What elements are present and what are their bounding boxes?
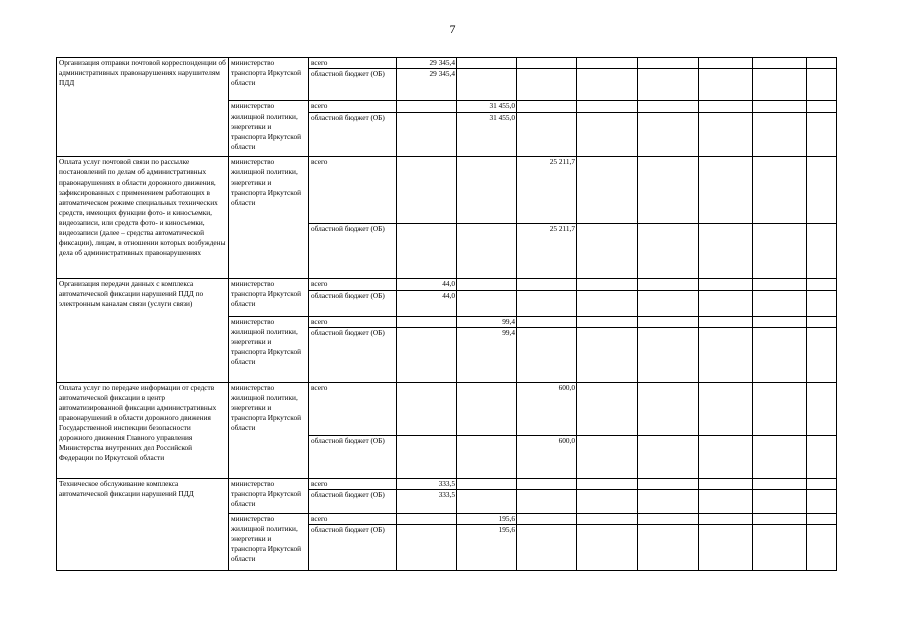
amount-cell [807, 69, 837, 101]
funding-source-cell: всего [309, 382, 397, 436]
funding-source-cell: всего [309, 478, 397, 489]
amount-cell [577, 157, 638, 224]
amount-cell [699, 513, 753, 524]
amount-cell [807, 525, 837, 571]
amount-cell [397, 157, 457, 224]
amount-cell [753, 290, 807, 316]
executor-cell: министерство транспорта Иркутской области [229, 58, 309, 101]
amount-cell [699, 382, 753, 436]
amount-cell [517, 69, 577, 101]
amount-cell [699, 478, 753, 489]
amount-cell: 44,0 [397, 290, 457, 316]
amount-cell [699, 157, 753, 224]
amount-cell [753, 478, 807, 489]
amount-cell [753, 112, 807, 156]
funding-source-cell: областной бюджет (ОБ) [309, 525, 397, 571]
amount-cell [753, 157, 807, 224]
amount-cell [577, 382, 638, 436]
budget-table [56, 57, 837, 571]
amount-cell [699, 101, 753, 112]
amount-cell [577, 490, 638, 514]
amount-cell [397, 513, 457, 524]
activity-cell: Оплата услуг почтовой связи по рассылке постановлений по делам об административных правонарушениях в области дорожного движения, зафиксированных с применением работающих в автоматическом режиме специальных технических средств, имеющих функции фото- и киносъемки, видеозаписи, или средств фото- и киносъемки, видеозаписи (далее – средства автоматической фиксации), лицам, в отношении которых возбуждены дела об административных правонарушениях [57, 157, 229, 279]
amount-cell [517, 513, 577, 524]
activity-cell: Техническое обслуживание комплекса автоматической фиксации нарушений ПДД [57, 478, 229, 570]
amount-cell [807, 101, 837, 112]
amount-cell [753, 101, 807, 112]
amount-cell: 195,6 [457, 513, 517, 524]
amount-cell [517, 478, 577, 489]
amount-cell [753, 490, 807, 514]
amount-cell [577, 58, 638, 69]
funding-source-cell: всего [309, 157, 397, 224]
amount-cell [577, 290, 638, 316]
amount-cell [517, 58, 577, 69]
activity-cell: Организация передачи данных с комплекса автоматической фиксации нарушений ПДД по электронным каналам связи (услуги связи) [57, 279, 229, 382]
amount-cell [397, 101, 457, 112]
table-row [57, 58, 837, 69]
amount-cell [397, 112, 457, 156]
table-row [57, 279, 837, 290]
executor-cell: министерство жилищной политики, энергетики и транспорта Иркутской области [229, 513, 309, 570]
amount-cell [517, 101, 577, 112]
amount-cell [807, 58, 837, 69]
amount-cell [517, 490, 577, 514]
executor-cell: министерство жилищной политики, энергетики и транспорта Иркутской области [229, 101, 309, 157]
amount-cell [397, 224, 457, 279]
amount-cell [638, 279, 699, 290]
amount-cell [517, 316, 577, 327]
funding-source-cell: всего [309, 58, 397, 69]
amount-cell [517, 112, 577, 156]
amount-cell [638, 101, 699, 112]
amount-cell: 333,5 [397, 490, 457, 514]
amount-cell [638, 478, 699, 489]
amount-cell [577, 436, 638, 478]
amount-cell [699, 290, 753, 316]
amount-cell [517, 290, 577, 316]
amount-cell: 333,5 [397, 478, 457, 489]
amount-cell [638, 513, 699, 524]
amount-cell [638, 157, 699, 224]
amount-cell [807, 382, 837, 436]
funding-source-cell: областной бюджет (ОБ) [309, 290, 397, 316]
funding-source-cell: всего [309, 513, 397, 524]
amount-cell [753, 316, 807, 327]
amount-cell [457, 478, 517, 489]
amount-cell [457, 490, 517, 514]
funding-source-cell: областной бюджет (ОБ) [309, 112, 397, 156]
executor-cell: министерство жилищной политики, энергетики и транспорта Иркутской области [229, 382, 309, 478]
amount-cell [638, 58, 699, 69]
amount-cell [753, 382, 807, 436]
funding-source-cell: областной бюджет (ОБ) [309, 69, 397, 101]
amount-cell [577, 69, 638, 101]
amount-cell [699, 525, 753, 571]
amount-cell [753, 279, 807, 290]
executor-cell: министерство жилищной политики, энергетики и транспорта Иркутской области [229, 316, 309, 382]
amount-cell: 600,0 [517, 382, 577, 436]
table-row [57, 478, 837, 489]
amount-cell: 44,0 [397, 279, 457, 290]
executor-cell: министерство транспорта Иркутской области [229, 279, 309, 316]
amount-cell [397, 525, 457, 571]
amount-cell [699, 490, 753, 514]
amount-cell [807, 327, 837, 382]
amount-cell [457, 382, 517, 436]
amount-cell [517, 327, 577, 382]
amount-cell [397, 316, 457, 327]
amount-cell [397, 382, 457, 436]
amount-cell [638, 290, 699, 316]
amount-cell [577, 101, 638, 112]
amount-cell [397, 327, 457, 382]
amount-cell [807, 279, 837, 290]
executor-cell: министерство жилищной политики, энергетики и транспорта Иркутской области [229, 157, 309, 279]
amount-cell [577, 513, 638, 524]
amount-cell [807, 224, 837, 279]
funding-source-cell: областной бюджет (ОБ) [309, 490, 397, 514]
amount-cell [638, 69, 699, 101]
amount-cell: 31 455,0 [457, 101, 517, 112]
amount-cell [638, 224, 699, 279]
amount-cell [577, 224, 638, 279]
amount-cell [457, 290, 517, 316]
amount-cell [577, 112, 638, 156]
amount-cell [753, 58, 807, 69]
activity-cell: Оплата услуг по передаче информации от средств автоматической фиксации в центр автоматизированной фиксации административных правонарушений в области дорожного движения Государственной инспекции безопасности дорожного движения Главного управления Министерства внутренних дел Российской Федерации по Иркутской области [57, 382, 229, 478]
amount-cell [638, 327, 699, 382]
amount-cell [753, 513, 807, 524]
table-row [57, 382, 837, 436]
amount-cell [699, 316, 753, 327]
amount-cell [577, 279, 638, 290]
amount-cell: 25 211,7 [517, 157, 577, 224]
amount-cell [753, 436, 807, 478]
amount-cell: 600,0 [517, 436, 577, 478]
activity-cell: Организация отправки почтовой корреспонденции об административных правонарушениях нарушителям ПДД [57, 58, 229, 157]
amount-cell [638, 382, 699, 436]
amount-cell [807, 316, 837, 327]
executor-cell: министерство транспорта Иркутской области [229, 478, 309, 513]
amount-cell: 31 455,0 [457, 112, 517, 156]
amount-cell [457, 279, 517, 290]
amount-cell [699, 224, 753, 279]
amount-cell: 99,4 [457, 327, 517, 382]
amount-cell: 29 345,4 [397, 69, 457, 101]
amount-cell [699, 436, 753, 478]
amount-cell [807, 157, 837, 224]
amount-cell [807, 290, 837, 316]
amount-cell [577, 327, 638, 382]
amount-cell [457, 58, 517, 69]
amount-cell [638, 490, 699, 514]
amount-cell [517, 525, 577, 571]
amount-cell [577, 478, 638, 489]
amount-cell [397, 436, 457, 478]
amount-cell [753, 327, 807, 382]
amount-cell [753, 525, 807, 571]
amount-cell [638, 112, 699, 156]
amount-cell [577, 316, 638, 327]
table-row [57, 157, 837, 224]
amount-cell [807, 478, 837, 489]
amount-cell [638, 436, 699, 478]
amount-cell: 99,4 [457, 316, 517, 327]
amount-cell [753, 224, 807, 279]
amount-cell [807, 513, 837, 524]
amount-cell [638, 316, 699, 327]
funding-source-cell: областной бюджет (ОБ) [309, 224, 397, 279]
funding-source-cell: всего [309, 316, 397, 327]
funding-source-cell: областной бюджет (ОБ) [309, 327, 397, 382]
amount-cell [457, 436, 517, 478]
amount-cell [699, 112, 753, 156]
amount-cell [457, 69, 517, 101]
amount-cell [457, 224, 517, 279]
amount-cell [699, 58, 753, 69]
amount-cell [753, 69, 807, 101]
amount-cell [577, 525, 638, 571]
amount-cell [699, 279, 753, 290]
amount-cell [457, 157, 517, 224]
table-body [57, 58, 837, 571]
amount-cell: 195,6 [457, 525, 517, 571]
amount-cell [638, 525, 699, 571]
amount-cell: 25 211,7 [517, 224, 577, 279]
amount-cell [517, 279, 577, 290]
amount-cell [807, 436, 837, 478]
page-number: 7 [449, 22, 456, 36]
amount-cell [699, 327, 753, 382]
amount-cell: 29 345,4 [397, 58, 457, 69]
amount-cell [699, 69, 753, 101]
funding-source-cell: областной бюджет (ОБ) [309, 436, 397, 478]
amount-cell [807, 490, 837, 514]
funding-source-cell: всего [309, 101, 397, 112]
amount-cell [807, 112, 837, 156]
funding-source-cell: всего [309, 279, 397, 290]
